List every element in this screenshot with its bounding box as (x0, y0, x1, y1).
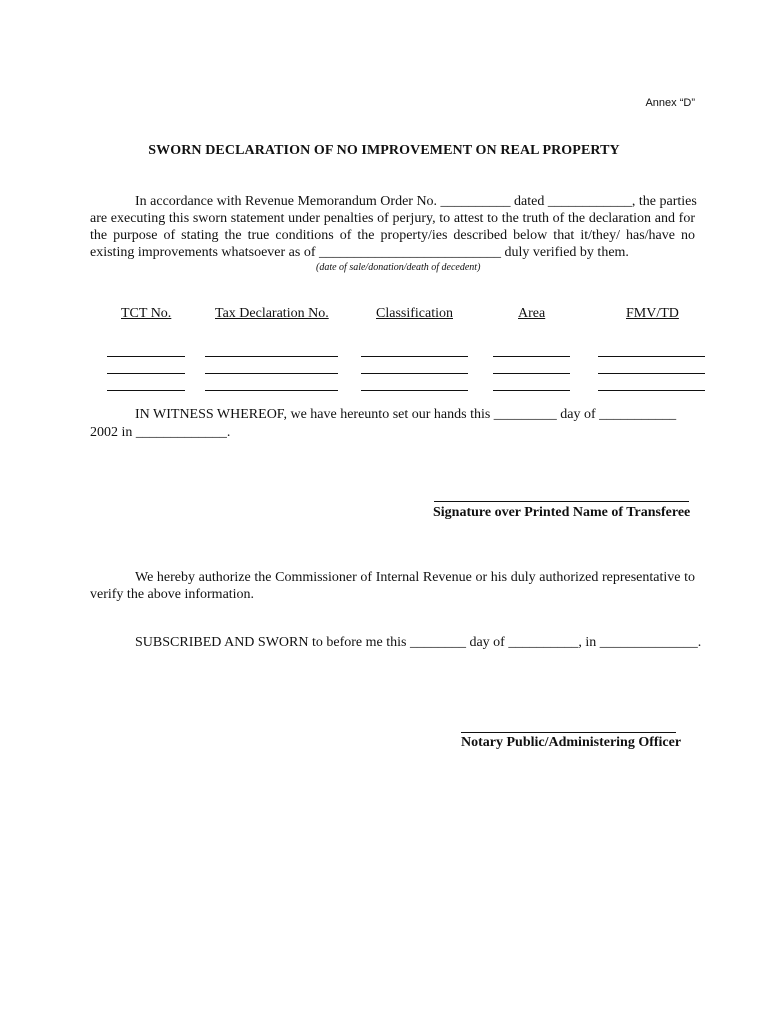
blank-fmv-row-3[interactable] (598, 390, 705, 391)
header-area: Area (518, 306, 546, 321)
blank-taxdec-row-3[interactable] (205, 390, 338, 391)
blank-taxdec-row-2[interactable] (205, 373, 338, 374)
intro-line-4: existing improvements whatsoever as of __________________________ duly verified by them. (90, 245, 629, 260)
blank-area-row-2[interactable] (493, 373, 570, 374)
header-fmv-td: FMV/TD (626, 306, 679, 321)
subscribed-sworn-line: SUBSCRIBED AND SWORN to before me this ________ day of __________, in ______________. (135, 635, 702, 650)
transferee-signature-label: Signature over Printed Name of Transferee (433, 505, 691, 520)
blank-class-row-2[interactable] (361, 373, 468, 374)
blank-taxdec-row-1[interactable] (205, 356, 338, 357)
intro-line-2: are executing this sworn statement under penalties of perjury, to attest to the truth of the declaration and for (90, 211, 695, 226)
blank-tct-row-2[interactable] (107, 373, 185, 374)
authorization-line-2: verify the above information. (90, 587, 255, 602)
blank-tct-row-1[interactable] (107, 356, 185, 357)
witness-line-2: 2002 in _____________. (90, 425, 231, 440)
annex-label: Annex “D” (645, 97, 695, 109)
document-title: SWORN DECLARATION OF NO IMPROVEMENT ON REAL PROPERTY (148, 143, 620, 158)
transferee-signature-line[interactable] (434, 501, 689, 502)
blank-tct-row-3[interactable] (107, 390, 185, 391)
authorization-paragraph (90, 569, 695, 603)
blank-class-row-3[interactable] (361, 390, 468, 391)
witness-line-1: IN WITNESS WHEREOF, we have hereunto set our hands this _________ day of ___________ (135, 407, 677, 422)
witness-paragraph (90, 406, 700, 442)
intro-line-1: In accordance with Revenue Memorandum Order No. __________ dated ____________, the parties (135, 194, 697, 209)
header-tct-no: TCT No. (121, 306, 172, 321)
header-tax-declaration-no: Tax Declaration No. (215, 306, 329, 321)
date-caption: (date of sale/donation/death of decedent) (316, 262, 481, 273)
notary-signature-label: Notary Public/Administering Officer (461, 735, 682, 750)
intro-line-3: the purpose of stating the true conditions of the property/ies described below that it/they/ has/have no (90, 228, 695, 243)
intro-paragraph (90, 193, 695, 261)
blank-fmv-row-2[interactable] (598, 373, 705, 374)
blank-area-row-3[interactable] (493, 390, 570, 391)
blank-class-row-1[interactable] (361, 356, 468, 357)
authorization-line-1: We hereby authorize the Commissioner of Internal Revenue or his duly authorized representative to (135, 570, 695, 585)
notary-signature-line[interactable] (461, 732, 676, 733)
blank-fmv-row-1[interactable] (598, 356, 705, 357)
blank-area-row-1[interactable] (493, 356, 570, 357)
header-classification: Classification (376, 306, 453, 321)
